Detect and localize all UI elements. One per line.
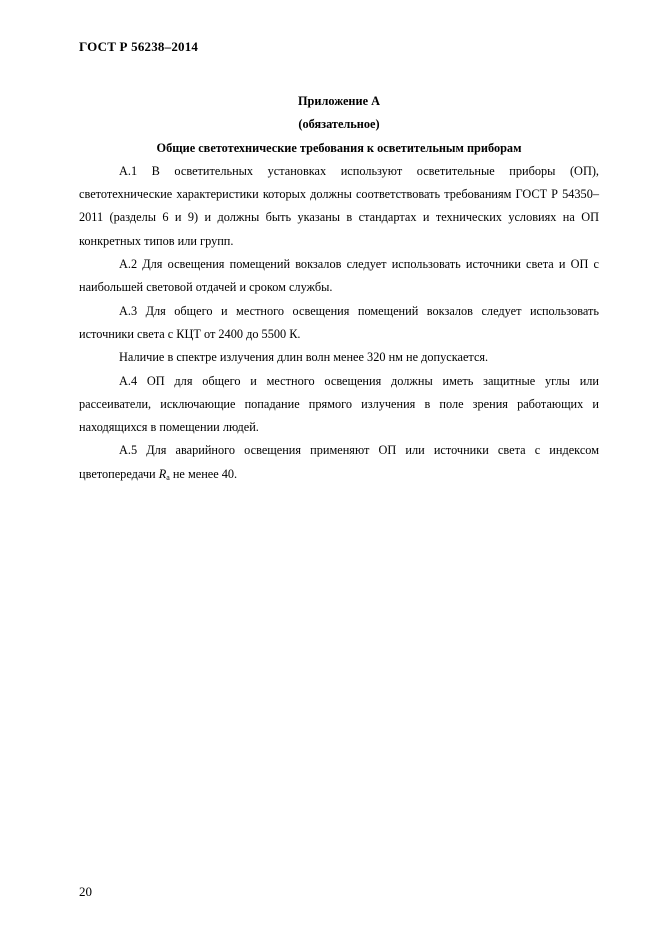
paragraph-a5-text-after: не менее 40. — [169, 466, 238, 481]
color-rendering-index-subscript: a — [166, 472, 170, 482]
appendix-title: Приложение А — [297, 94, 381, 108]
standard-code-header: ГОСТ Р 56238–2014 — [79, 39, 199, 54]
document-body — [79, 90, 599, 486]
paragraph-a3: А.3 Для общего и местного освещения помещений вокзалов следует использовать источники света с КЦТ от 2400 до 5500 К. — [79, 303, 599, 341]
paragraph-a2: А.2 Для освещения помещений вокзалов следует использовать источники света и ОП с наибольшей световой отдачей и сроком службы. — [79, 257, 599, 295]
paragraph-a5 — [79, 439, 599, 486]
paragraph-a4: А.4 ОП для общего и местного освещения должны иметь защитные углы или рассеиватели, исключающие попадание прямого излучения в поле зрения работающих и находящихся в помещении людей. — [79, 373, 599, 435]
paragraph-a1: А.1 В осветительных установках используют осветительные приборы (ОП), светотехнические характеристики которых должны соответствовать требованиям ГОСТ Р 54350–2011 (разделы 6 и 9) и должны быть указаны в стандартах и технических условиях на ОП конкретных типов или групп. — [79, 163, 599, 248]
appendix-heading: Общие светотехнические требования к осветительным приборам — [156, 140, 522, 155]
page-number: 20 — [79, 884, 92, 899]
paragraph-a3-note: Наличие в спектре излучения длин волн менее 320 нм не допускается. — [119, 350, 489, 365]
color-rendering-index-symbol: R — [158, 466, 167, 481]
appendix-status: (обязательное) — [298, 117, 380, 132]
paragraph-a5-text-before: А.5 Для аварийного освещения применяют ОП или источники света с индексом цветопередачи — [79, 443, 599, 481]
